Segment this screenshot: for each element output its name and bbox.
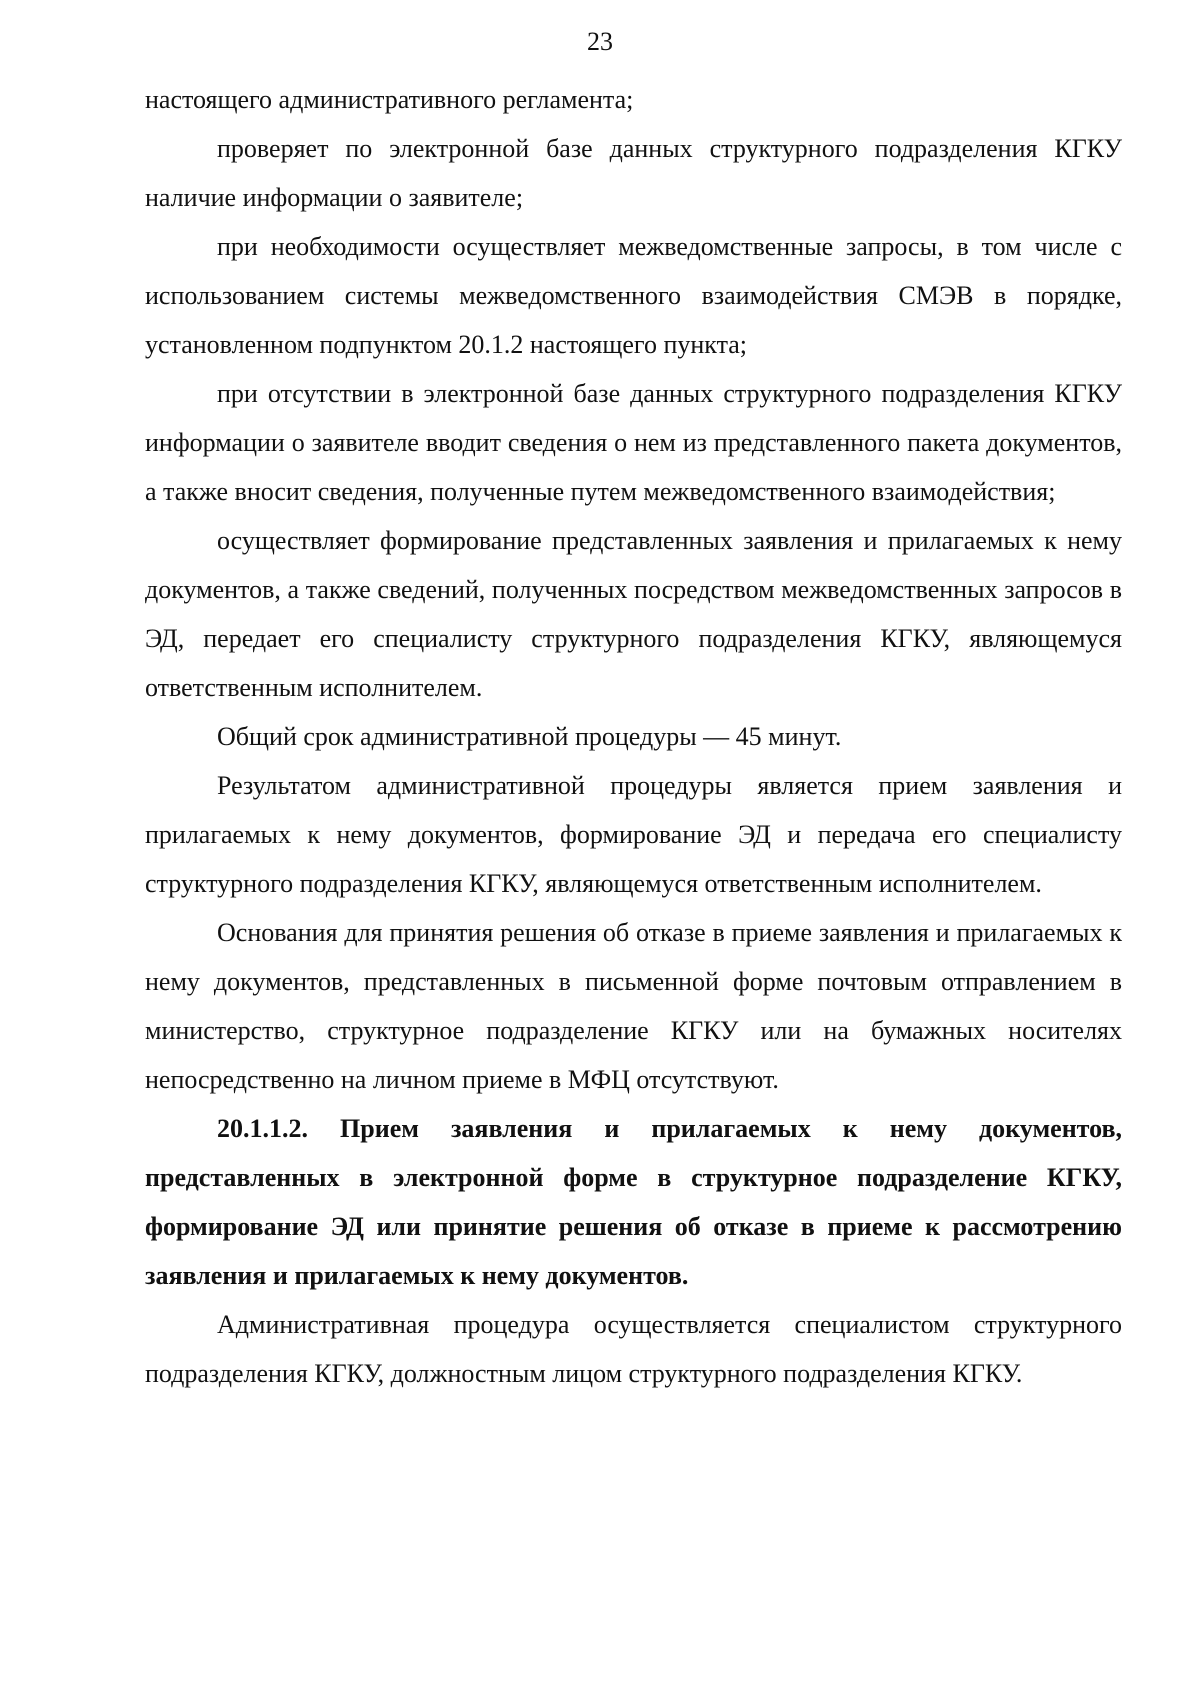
paragraph-missing-info: при отсутствии в электронной базе данных структурного подразделения КГКУ информации о заявителе вводит сведения о нем из представленного пакета документов, а также вносит сведения, полученные путем межведомственного взаимодействия; [145,379,1122,506]
paragraph-regulation-continuation: настоящего административного регламента; [145,85,634,114]
paragraph-forming-ed: осуществляет формирование представленных заявления и прилагаемых к нему документов, а также сведений, полученных посредством межведомственных запросов в ЭД, передает его специалисту структурного подразделения КГКУ, являющемуся ответственным исполнителем. [145,526,1122,702]
document-body [145,75,1122,1398]
paragraph-procedure-performer: Административная процедура осуществляется специалистом структурного подразделения КГКУ, должностным лицом структурного подразделения КГКУ. [145,1310,1122,1388]
section-heading-20-1-1-2: 20.1.1.2. Прием заявления и прилагаемых к нему документов, представленных в электронной форме в структурное подразделение КГКУ, формирование ЭД или принятие решения об отказе в приеме к рассмотрению заявления и прилагаемых к нему документов. [145,1114,1122,1290]
paragraph-procedure-result: Результатом административной процедуры является прием заявления и прилагаемых к нему документов, формирование ЭД и передача его специалисту структурного подразделения КГКУ, являющемуся ответственным исполнителем. [145,771,1122,898]
page-number: 23 [587,27,613,56]
paragraph-interagency-requests: при необходимости осуществляет межведомственные запросы, в том числе с использованием системы межведомственного взаимодействия СМЭВ в порядке, установленном подпунктом 20.1.2 настоящего пункта; [145,232,1122,359]
paragraph-procedure-term: Общий срок административной процедуры — 45 минут. [217,722,842,751]
paragraph-check-database: проверяет по электронной базе данных структурного подразделения КГКУ наличие информации о заявителе; [145,134,1122,212]
paragraph-refusal-grounds: Основания для принятия решения об отказе в приеме заявления и прилагаемых к нему документов, представленных в письменной форме почтовым отправлением в министерство, структурное подразделение КГКУ или на бумажных носителях непосредственно на личном приеме в МФЦ отсутствуют. [145,918,1122,1094]
